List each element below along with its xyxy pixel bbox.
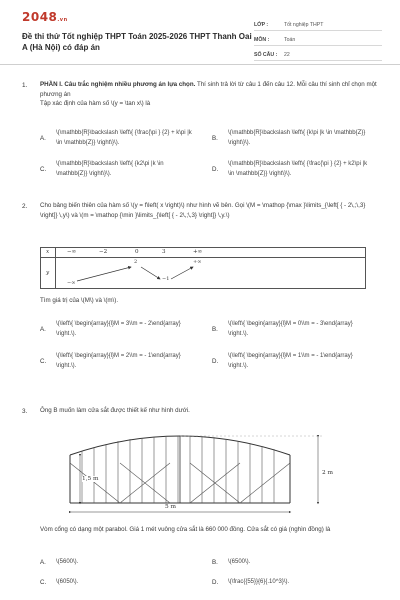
- page-header: [0, 0, 400, 65]
- arrow-down: [141, 267, 160, 279]
- variation-arrows: [41, 248, 365, 288]
- option-label: D.: [212, 579, 219, 586]
- logo-text: 2048: [22, 10, 58, 24]
- part-instructions: Thí sinh trả lời từ câu 1 đến câu 12. Mỗi câu thí sinh chỉ chọn một phương án: [40, 81, 377, 98]
- option-label: B.: [212, 559, 218, 566]
- site-logo[interactable]: [22, 10, 68, 24]
- question-number: 2.: [22, 203, 28, 210]
- x-value: 3: [162, 249, 166, 255]
- question-1-prompt: Tập xác định của hàm số \(y = \tan x\) là: [40, 100, 151, 107]
- option-text: \(5600\).: [56, 559, 79, 565]
- gate-bars: [82, 436, 274, 503]
- x-header: x: [46, 249, 50, 255]
- y-value: 2: [134, 259, 138, 265]
- option-text: \(\left\{ \begin{array}{l}M = 0\\m = - 3\end{array} \right.\).: [228, 321, 353, 337]
- option-label: A.: [40, 326, 46, 333]
- side-height-label: 1,5 m: [82, 476, 99, 482]
- option-text: \(6500\).: [228, 559, 251, 565]
- width-label: 5 m: [165, 504, 177, 510]
- question-2-prompt: Cho bảng biến thiên của hàm số \(y = f\left( x \right)\) như hình vẽ bên. Gọi \(M = \mathop {\max }\limits_{\left[ { - 2\,;\,3} \right]} \,y\) và \(m = \mathop {\min }\limits_{\left[ { - 2\,;\,3} \right]} \,y.\): [40, 202, 366, 219]
- arrow-up: [77, 267, 131, 281]
- meta-key: LỚP :: [254, 22, 269, 28]
- option-text: \(\left\{ \begin{array}{l}M = 1\\m = - 1\end{array} \right.\).: [228, 353, 353, 369]
- option-text: \(\left\{ \begin{array}{l}M = 2\\m = - 1\end{array} \right.\).: [56, 353, 181, 369]
- option-text: \(6050\).: [56, 579, 79, 585]
- exam-meta: [254, 16, 382, 61]
- option-text: \(\mathbb{R}\backslash \left\{ {\frac{\pi } {2} + k\pi |k \in \mathbb{Z}} \right\}\).: [56, 130, 192, 146]
- option-label: C.: [40, 166, 47, 173]
- question-number: 1.: [22, 82, 28, 89]
- option-text: \(\left\{ \begin{array}{l}M = 3\\m = - 2\end{array} \right.\).: [56, 321, 181, 337]
- option-label: D.: [212, 166, 219, 173]
- part-heading: PHẦN I. Câu trắc nghiệm nhiều phương án lựa chọn.: [40, 81, 196, 88]
- y-value: −1: [162, 276, 170, 282]
- arrow-up: [171, 267, 193, 279]
- option-text: \(\mathbb{R}\backslash \left\{ {k\pi |k \in \mathbb{Z}} \right\}\).: [228, 130, 366, 146]
- question-number: 3.: [22, 408, 28, 415]
- option-label: B.: [212, 326, 218, 333]
- gate-figure: [60, 423, 350, 518]
- option-label: A.: [40, 559, 46, 566]
- x-value: −∞: [67, 249, 77, 255]
- question-2-ask: Tìm giá trị của \(M\) và \(m\).: [40, 297, 119, 304]
- meta-key: MÔN :: [254, 37, 270, 43]
- meta-value: Tốt nghiệp THPT: [284, 22, 324, 28]
- option-label: B.: [212, 135, 218, 142]
- question-1-text: [40, 80, 380, 100]
- option-text: \(\frac{{55}}{6}{.10^3}\).: [228, 579, 290, 585]
- meta-row-count: [254, 46, 382, 61]
- option-label: D.: [212, 358, 219, 365]
- x-value: 0: [135, 249, 139, 255]
- x-value: −2: [99, 249, 108, 255]
- meta-value: 22: [284, 52, 290, 58]
- option-text: \(\mathbb{R}\backslash \left\{ {k2\pi |k \in \mathbb{Z}} \right\}\).: [56, 161, 164, 177]
- option-label: C.: [40, 579, 47, 586]
- option-label: C.: [40, 358, 47, 365]
- option-label: A.: [40, 135, 46, 142]
- variation-table: [40, 247, 366, 289]
- meta-row-class: [254, 16, 382, 31]
- logo-suffix: .vn: [57, 17, 68, 23]
- y-value: −∞: [67, 280, 76, 286]
- meta-value: Toán: [284, 37, 296, 43]
- y-header: y: [46, 270, 50, 276]
- question-3-after: Vòm cổng có dạng một parabol. Giá 1 mét vuông cửa sắt là 660 000 đồng. Cửa sắt có giá (nghìn đồng) là: [40, 526, 331, 533]
- meta-row-subject: [254, 31, 382, 46]
- option-text: \(\mathbb{R}\backslash \left\{ {\frac{\pi } {2} + k2\pi |k \in \mathbb{Z}} \right\}\).: [228, 161, 368, 177]
- height-label: 2 m: [322, 470, 334, 476]
- y-value: +∞: [193, 259, 202, 265]
- x-value: +∞: [193, 249, 203, 255]
- meta-key: SỐ CÂU :: [254, 52, 278, 58]
- question-3-prompt: Ông B muốn làm cửa sắt được thiết kế như hình dưới.: [40, 407, 190, 414]
- document-title: Đề thi thử Tốt nghiệp THPT Toán 2025-2026 THPT Thanh Oai A (Hà Nội) có đáp án: [22, 32, 252, 52]
